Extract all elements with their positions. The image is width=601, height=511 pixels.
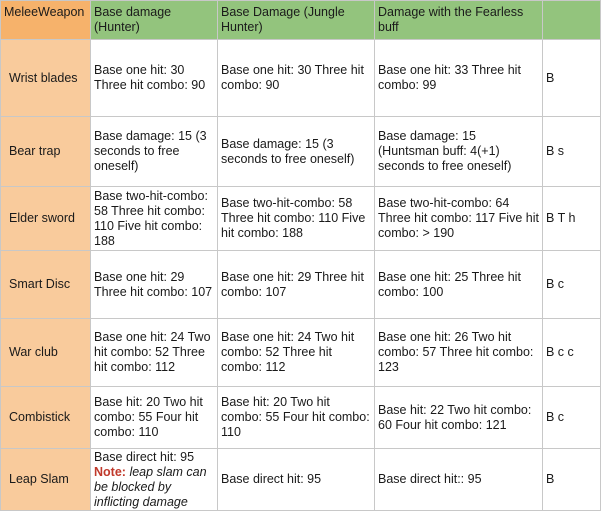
weapon-name-cell[interactable]: Smart Disc bbox=[1, 251, 91, 319]
table-row bbox=[1, 40, 601, 117]
hunter-damage-cell[interactable]: Base two-hit-combo: 58 Three hit combo: 110 Five hit combo: 188 bbox=[91, 187, 218, 251]
jungle-hunter-damage-cell[interactable]: Base damage: 15 (3 seconds to free oneself) bbox=[218, 117, 375, 187]
weapon-name-cell[interactable]: War club bbox=[1, 319, 91, 387]
hunter-damage-cell[interactable]: Base one hit: 30 Three hit combo: 90 bbox=[91, 40, 218, 117]
hunter-damage-cell[interactable] bbox=[91, 449, 218, 511]
weapon-name-cell[interactable]: Elder sword bbox=[1, 187, 91, 251]
table-row bbox=[1, 319, 601, 387]
jungle-hunter-damage-cell[interactable]: Base two-hit-combo: 58 Three hit combo: 110 Five hit combo: 188 bbox=[218, 187, 375, 251]
weapon-name-cell[interactable]: Wrist blades bbox=[1, 40, 91, 117]
extra-cell[interactable]: B bbox=[543, 40, 601, 117]
extra-cell[interactable]: B c c bbox=[543, 319, 601, 387]
fearless-damage-cell[interactable]: Base one hit: 25 Three hit combo: 100 bbox=[375, 251, 543, 319]
weapon-name-cell[interactable]: Leap Slam bbox=[1, 449, 91, 511]
jungle-hunter-damage-cell[interactable]: Base hit: 20 Two hit combo: 55 Four hit combo: 110 bbox=[218, 387, 375, 449]
note-label: Note: bbox=[94, 464, 126, 479]
table-row bbox=[1, 387, 601, 449]
extra-cell[interactable]: B bbox=[543, 449, 601, 511]
hunter-damage-cell[interactable]: Base damage: 15 (3 seconds to free oneself) bbox=[91, 117, 218, 187]
fearless-damage-cell[interactable]: Base one hit: 26 Two hit combo: 57 Three hit combo: 123 bbox=[375, 319, 543, 387]
fearless-damage-cell[interactable]: Base direct hit:: 95 bbox=[375, 449, 543, 511]
fearless-damage-cell[interactable]: Base two-hit-combo: 64 Three hit combo: 117 Five hit combo: > 190 bbox=[375, 187, 543, 251]
weapon-name-cell[interactable]: Combistick bbox=[1, 387, 91, 449]
note-text: leap slam can be blocked by inflicting damage bbox=[94, 464, 207, 509]
table-row bbox=[1, 187, 601, 251]
jungle-hunter-damage-cell[interactable]: Base direct hit: 95 bbox=[218, 449, 375, 511]
hunter-damage-cell[interactable]: Base hit: 20 Two hit combo: 55 Four hit combo: 110 bbox=[91, 387, 218, 449]
header-melee-weapon[interactable]: MeleeWeapon bbox=[1, 1, 91, 40]
hunter-damage-main: Base direct hit: 95 bbox=[94, 449, 195, 464]
jungle-hunter-damage-cell[interactable]: Base one hit: 29 Three hit combo: 107 bbox=[218, 251, 375, 319]
jungle-hunter-damage-cell[interactable]: Base one hit: 24 Two hit combo: 52 Three hit combo: 112 bbox=[218, 319, 375, 387]
table-row bbox=[1, 449, 601, 511]
header-base-damage-jungle-hunter[interactable]: Base Damage (Jungle Hunter) bbox=[218, 1, 375, 40]
header-extra[interactable] bbox=[543, 1, 601, 40]
hunter-damage-cell[interactable]: Base one hit: 29 Three hit combo: 107 bbox=[91, 251, 218, 319]
header-base-damage-hunter[interactable]: Base damage (Hunter) bbox=[91, 1, 218, 40]
jungle-hunter-damage-cell[interactable]: Base one hit: 30 Three hit combo: 90 bbox=[218, 40, 375, 117]
weapon-name-cell[interactable]: Bear trap bbox=[1, 117, 91, 187]
hunter-damage-cell[interactable]: Base one hit: 24 Two hit combo: 52 Three hit combo: 112 bbox=[91, 319, 218, 387]
header-fearless-buff[interactable]: Damage with the Fearless buff bbox=[375, 1, 543, 40]
fearless-damage-cell[interactable]: Base damage: 15 (Huntsman buff: 4(+1) seconds to free oneself) bbox=[375, 117, 543, 187]
table-row bbox=[1, 117, 601, 187]
fearless-damage-cell[interactable]: Base hit: 22 Two hit combo: 60 Four hit combo: 121 bbox=[375, 387, 543, 449]
header-row bbox=[1, 1, 601, 40]
extra-cell[interactable]: B c bbox=[543, 251, 601, 319]
extra-cell[interactable]: B T h bbox=[543, 187, 601, 251]
extra-cell[interactable]: B c bbox=[543, 387, 601, 449]
extra-cell[interactable]: B s bbox=[543, 117, 601, 187]
fearless-damage-cell[interactable]: Base one hit: 33 Three hit combo: 99 bbox=[375, 40, 543, 117]
table-row bbox=[1, 251, 601, 319]
